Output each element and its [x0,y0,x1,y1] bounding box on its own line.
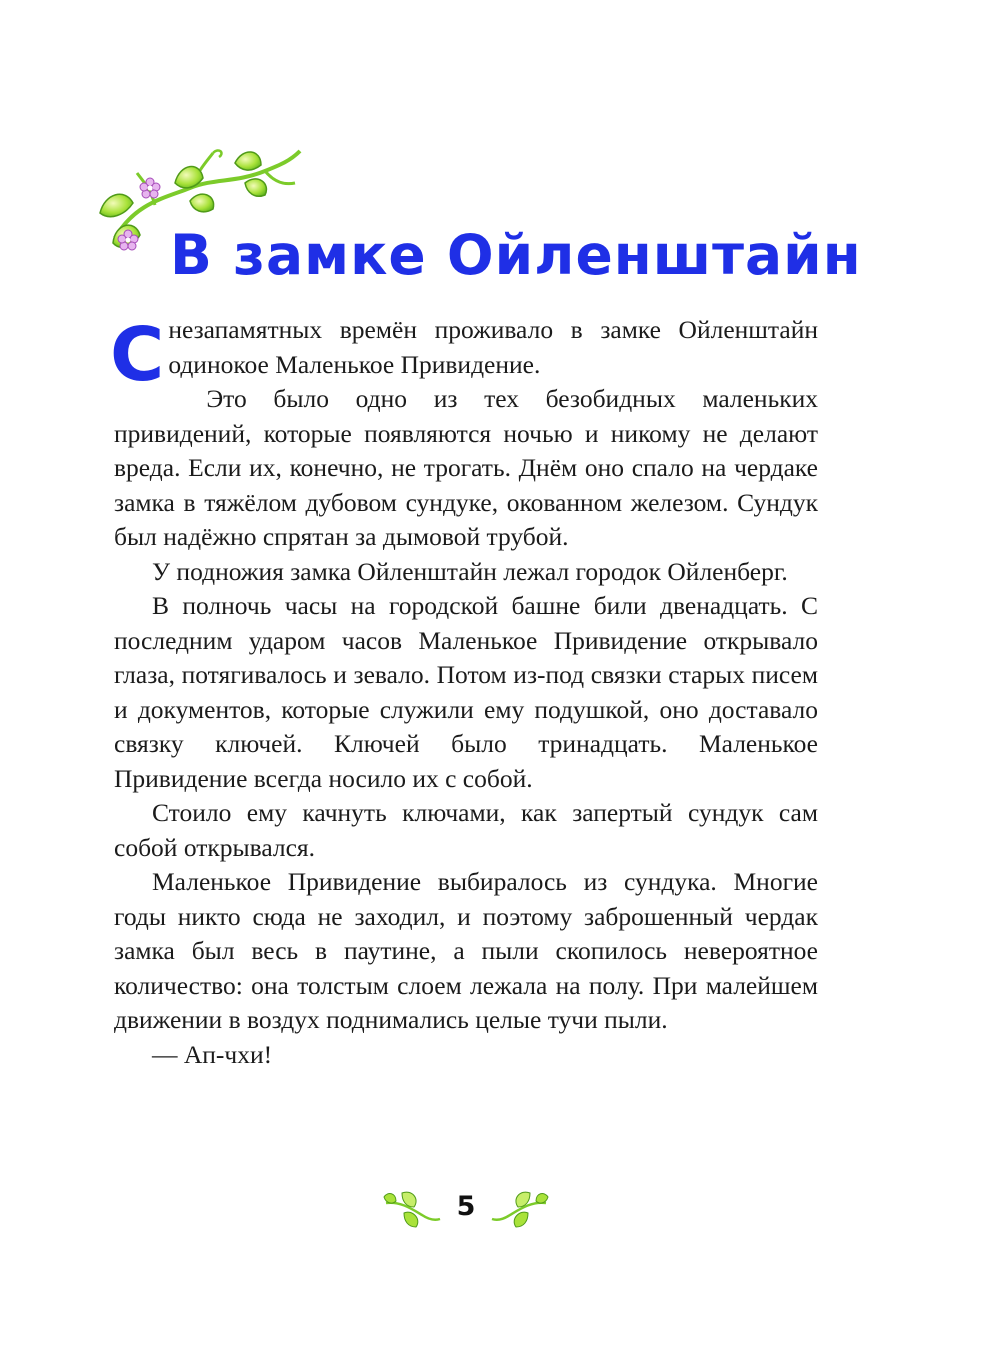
paragraph-first [110,312,818,398]
paragraph: Это было одно из тех безобидных маленьких привидений, которые появляются ночью и никому не делают вреда. Если их, конечно, не трогать. Днём оно спало на чердаке замка в тяжёлом дубовом сундуке, окованном железом. Сундук был надёжно спрятан за дымовой трубой. [114,384,818,551]
chapter-title: В замке Ойленштайн [170,223,862,287]
paragraph-first-text: незапамятных времён проживало в замке Ойленштайн одинокое Маленькое Привидение. [168,315,818,379]
page-number: 5 [456,1191,476,1222]
paragraph: У подножия замка Ойленштайн лежал городок Ойленберг. [152,556,788,586]
chapter-body [110,312,818,1072]
leaf-icon [490,1191,550,1229]
paragraph-dialogue: — Ап-чхи! [152,1039,273,1069]
paragraph: В полночь часы на городской башне били двенадцать. С последним ударом часов Маленькое Привидение открывало глаза, потягивалось и зевало. Потом из-под связки старых писем и документов, которые служили ему подушкой, оно доставало связку ключей. Ключей было тринадцать. Маленькое Привидение всегда носило их с собой. [114,591,818,793]
page-footer [0,1183,1000,1233]
paragraph: Стоило ему качнуть ключами, как запертый сундук сам собой открывался. [114,798,818,862]
drop-cap: С [110,312,165,398]
paragraph: Маленькое Привидение выбиралось из сундука. Многие годы никто сюда не заходил, и поэтому заброшенный чердак замка был весь в паутине, а пыли скопилось невероятное количество: она толстым слоем лежала на полу. При малейшем движении в воздух поднимались целые тучи пыли. [114,867,818,1034]
leaf-icon [382,1191,442,1229]
